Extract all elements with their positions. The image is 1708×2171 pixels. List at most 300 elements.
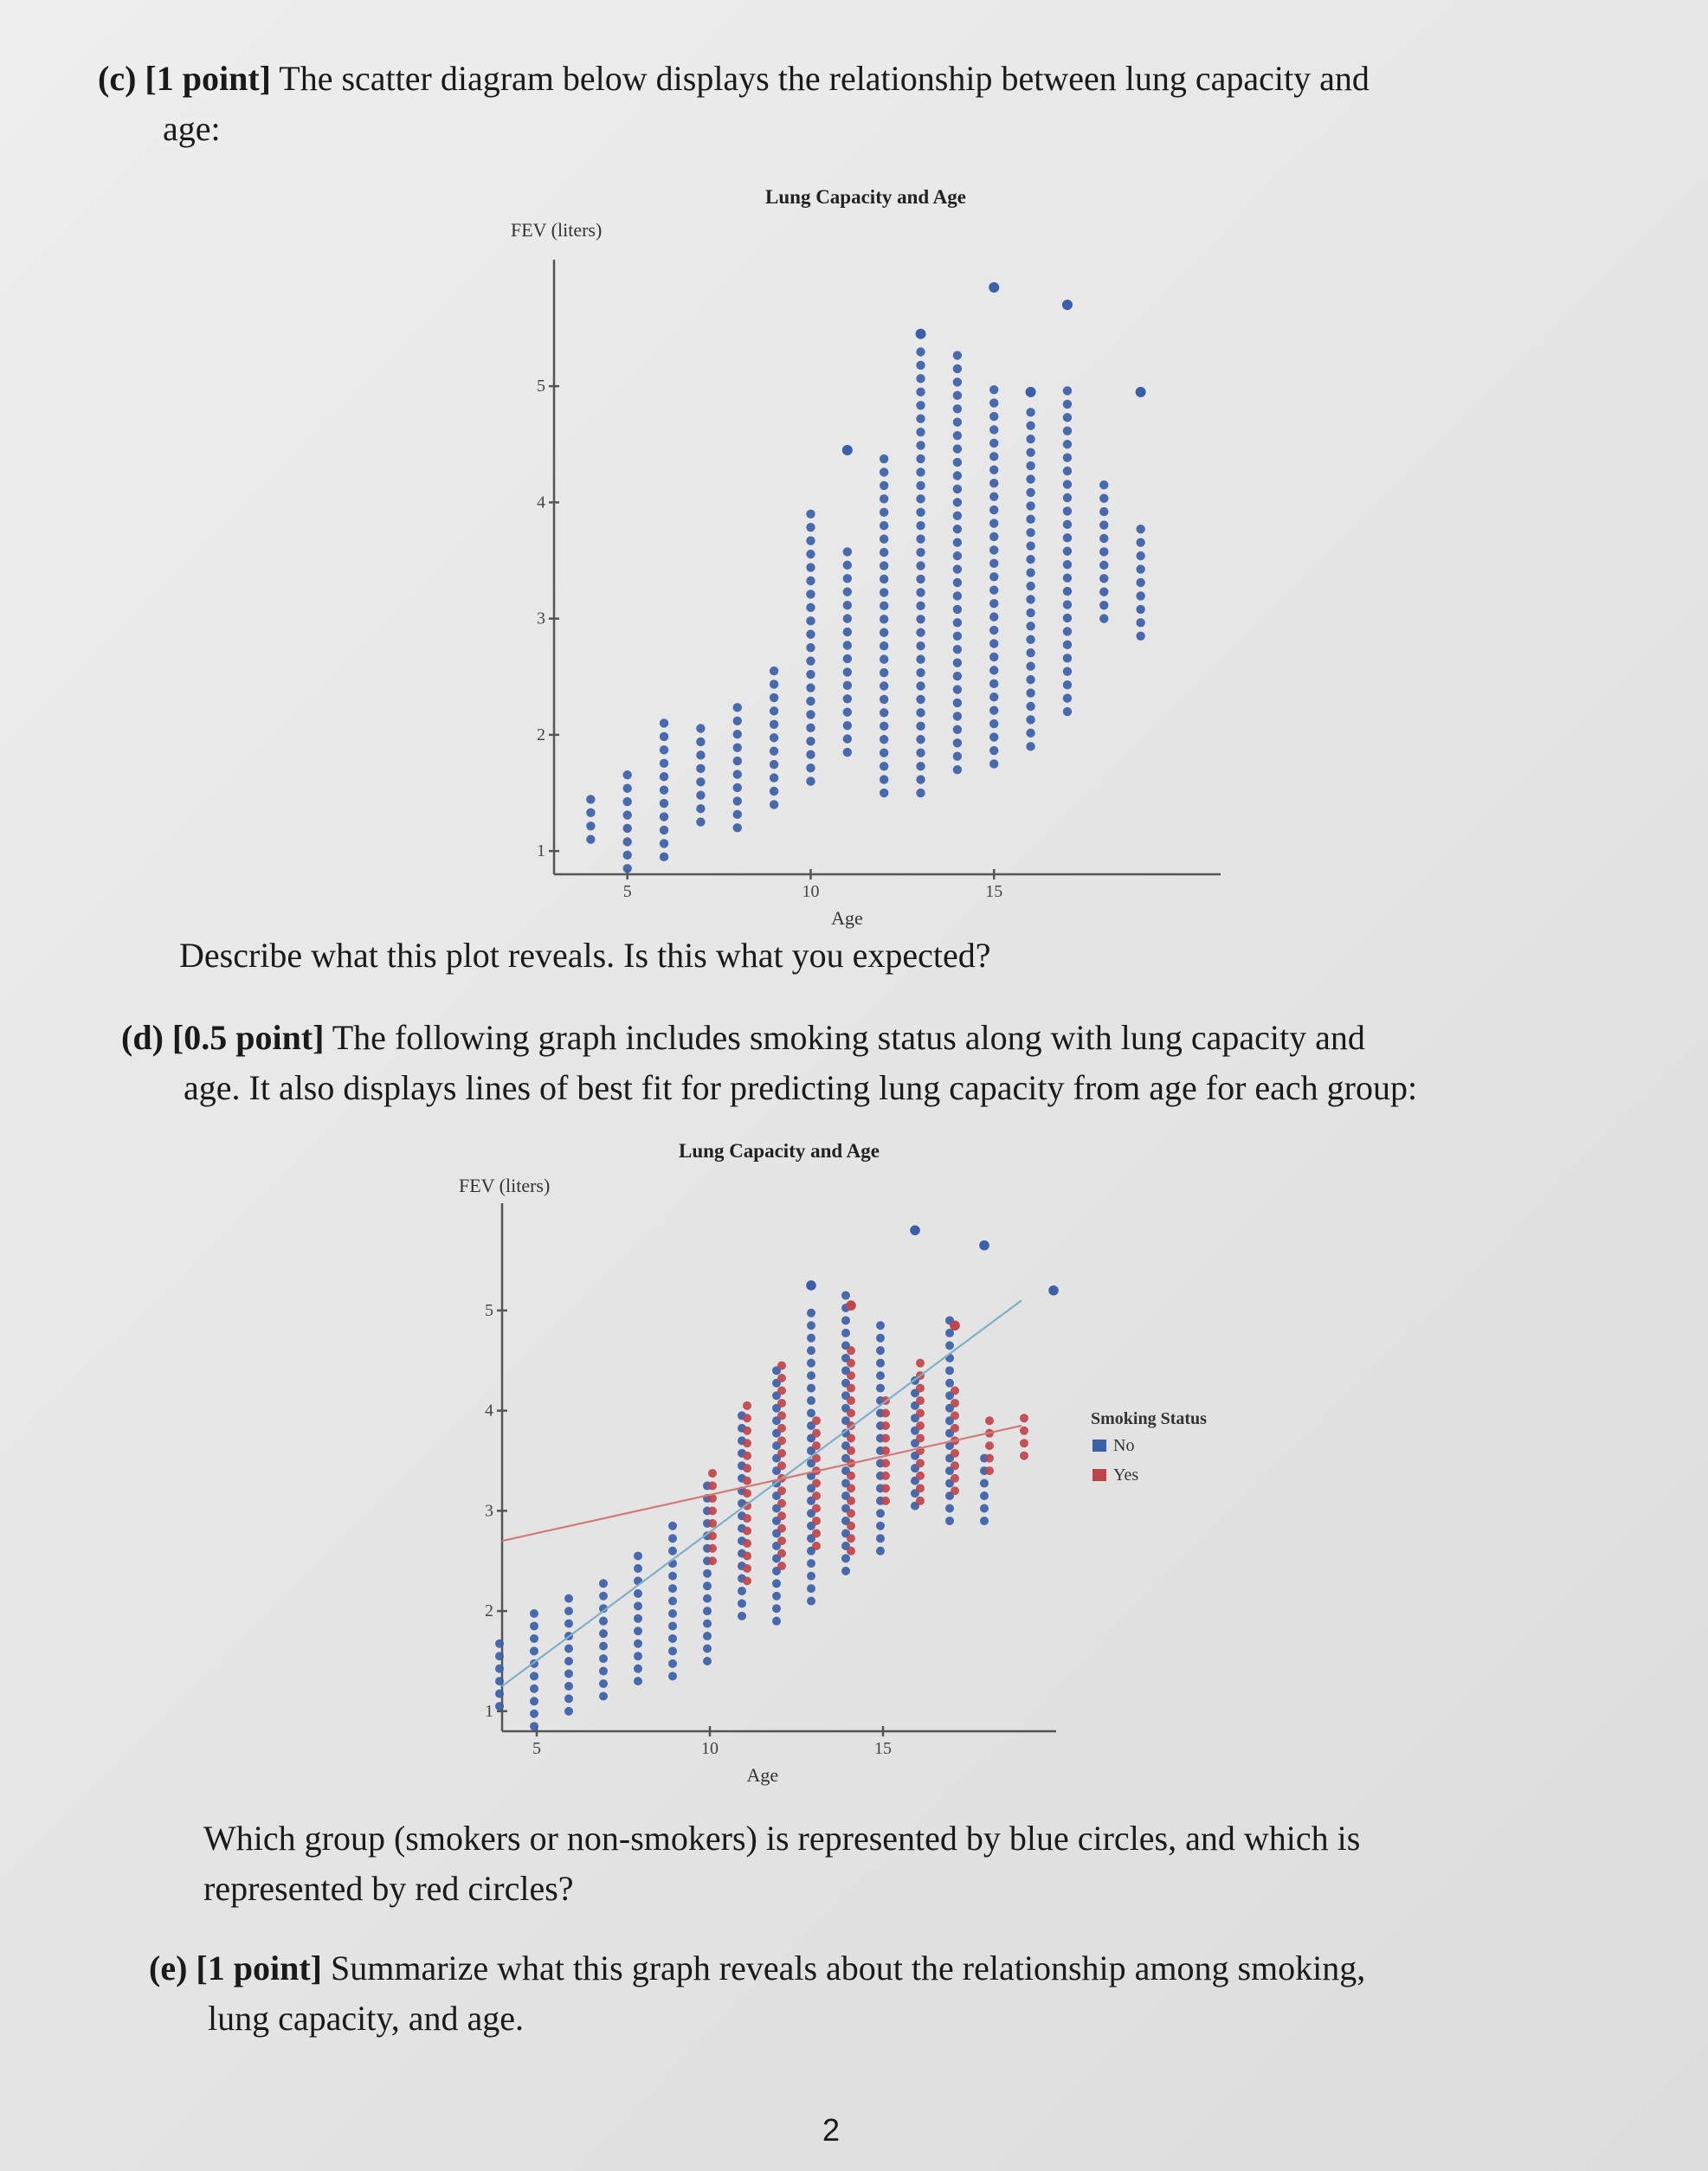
chart2-data-point (634, 1614, 642, 1623)
chart1-data-point (916, 695, 925, 704)
chart2-data-point (847, 1522, 855, 1530)
chart1-data-point (1026, 435, 1034, 443)
chart1-data-point (916, 361, 925, 370)
chart1-data-point (989, 586, 998, 595)
chart2-data-point (1020, 1414, 1028, 1422)
chart2-data-point (916, 1433, 925, 1442)
chart2-data-point (910, 1225, 920, 1235)
chart2-data-point (708, 1469, 717, 1478)
chart1-data-point (989, 425, 998, 434)
chart1-data-point (660, 759, 668, 768)
chart1-data-point (1099, 493, 1108, 502)
chart1-data-point (1063, 480, 1072, 488)
chart1-data-point (843, 574, 852, 583)
chart1-data-point (843, 708, 852, 717)
chart1-data-point (989, 385, 998, 394)
question-c-label: (c) (98, 59, 137, 98)
chart1-data-point (770, 760, 778, 769)
chart2-data-point (634, 1640, 642, 1648)
chart1-data-point (1026, 461, 1034, 470)
chart1-data-point (989, 572, 998, 581)
chart1-data-point (1063, 467, 1072, 475)
chart2-data-point (847, 1359, 855, 1368)
chart2-data-point (634, 1665, 642, 1673)
chart1-data-point (1026, 688, 1034, 697)
chart1-data-point (989, 506, 998, 514)
chart2-data-point (530, 1697, 538, 1705)
chart1-data-point (843, 654, 852, 663)
chart2-data-point (668, 1646, 677, 1655)
chart1-data-point (880, 789, 888, 797)
chart2-data-point (530, 1621, 538, 1630)
chart1-data-point (989, 639, 998, 647)
chart1-data-point (770, 693, 778, 702)
chart1-data-point (733, 717, 742, 725)
chart1-y-tick-label: 3 (537, 609, 545, 628)
chart1-data-point (1099, 588, 1108, 596)
chart1-data-point (733, 757, 742, 765)
chart1-data-point (953, 632, 962, 641)
chart1-data-point (953, 564, 962, 573)
chart2-data-point (980, 1517, 989, 1525)
chart1-data-point (916, 428, 925, 436)
chart1-data-point (953, 458, 962, 467)
chart1-data-point (733, 730, 742, 738)
chart2-data-point (1020, 1427, 1028, 1435)
chart1-data-point (1026, 729, 1034, 738)
chart1-data-point (953, 578, 962, 587)
chart1-data-point (586, 808, 595, 817)
chart1-data-point (989, 599, 998, 608)
chart2-data-point (777, 1524, 786, 1533)
chart2-data-point (530, 1710, 538, 1718)
chart1-data-point (989, 282, 999, 293)
question-e (149, 1943, 1534, 2044)
chart2-data-point (916, 1459, 925, 1467)
chart1-data-point (1063, 600, 1072, 609)
chart2-data-point (812, 1416, 821, 1425)
chart2-data-point (847, 1384, 855, 1393)
chart1-data-point (770, 800, 778, 808)
chart1-data-point (989, 759, 998, 768)
question-c-points: [1 point] (145, 59, 271, 98)
chart1-data-point (696, 817, 705, 826)
chart2-data-point (777, 1511, 786, 1520)
chart2-data-point (703, 1657, 712, 1665)
chart1-data-point (660, 745, 668, 754)
question-e-points: [1 point] (196, 1949, 322, 1987)
chart1-data-point (1063, 506, 1072, 515)
chart1-data-point (806, 763, 815, 772)
question-d-text: The following graph includes smoking status along with lung capacity and (332, 1018, 1365, 1057)
chart2-data-point (777, 1386, 786, 1395)
chart2-data-point (807, 1559, 815, 1568)
question-c (98, 54, 1604, 154)
chart1-y-tick-label: 2 (537, 725, 545, 744)
chart2-data-point (743, 1576, 751, 1585)
chart1-data-point (916, 481, 925, 490)
chart2-data-point (876, 1371, 885, 1380)
chart1-data-point (989, 653, 998, 661)
chart1-data-point (916, 441, 925, 449)
chart1-y-tick-label: 5 (537, 377, 545, 396)
chart2-data-point (980, 1479, 989, 1488)
chart2-data-point (807, 1384, 815, 1393)
chart1-data-point (842, 445, 853, 455)
chart1-data-point (953, 351, 962, 359)
chart1-data-point (1063, 654, 1072, 662)
chart1-data-point (733, 783, 742, 792)
chart1-data-point (880, 775, 888, 783)
chart2-data-point (807, 1597, 815, 1606)
chart2-data-point (668, 1621, 677, 1630)
chart2-data-point (916, 1484, 925, 1492)
chart2-data-point (743, 1464, 751, 1472)
scatter-chart-lung-capacity (485, 177, 1247, 929)
chart2-legend-label-no: No (1113, 1436, 1135, 1455)
chart2-data-point (564, 1645, 573, 1653)
chart1-data-point (953, 377, 962, 386)
chart1-data-point (623, 797, 632, 806)
chart1-data-point (989, 612, 998, 621)
chart2-data-point (668, 1659, 677, 1668)
chart2-data-point (807, 1409, 815, 1418)
chart1-data-point (953, 498, 962, 506)
chart1-data-point (843, 561, 852, 570)
chart1-data-point (880, 575, 888, 583)
chart2-data-point (599, 1642, 608, 1651)
chart1-data-point (696, 804, 705, 813)
chart2-data-point (564, 1669, 573, 1678)
chart2-data-point (876, 1384, 885, 1393)
chart2-data-point (1020, 1452, 1028, 1460)
question-e-text-2: lung capacity, and age. (208, 1999, 525, 2038)
chart1-data-point (989, 398, 998, 407)
chart1-data-point (989, 746, 998, 755)
chart2-data-point (599, 1691, 608, 1700)
chart1-data-point (806, 550, 815, 558)
chart2-data-point (847, 1472, 855, 1480)
chart2-data-point (599, 1629, 608, 1638)
chart2-data-point (634, 1564, 642, 1573)
question-d-points: [0.5 point] (171, 1018, 325, 1057)
chart1-data-point (843, 694, 852, 703)
chart2-data-point (668, 1672, 677, 1680)
chart2-data-point (881, 1433, 890, 1442)
chart1-data-point (989, 466, 998, 474)
chart1-data-point (806, 577, 815, 585)
question-e-label: (e) (149, 1949, 188, 1987)
chart1-data-point (1026, 542, 1034, 551)
chart2-data-point (847, 1497, 855, 1505)
chart1-data-point (806, 510, 815, 519)
chart2-data-point (777, 1424, 786, 1433)
chart1-data-point (953, 404, 962, 413)
chart2-data-point (599, 1679, 608, 1688)
chart1-data-point (880, 454, 888, 463)
chart1-data-point (1063, 520, 1072, 529)
chart1-data-point (916, 401, 925, 409)
chart1-data-point (880, 708, 888, 717)
chart1-data-point (623, 851, 632, 860)
chart2-data-point (743, 1477, 751, 1485)
chart1-data-point (953, 444, 962, 453)
chart2-data-point (668, 1634, 677, 1643)
chart1-data-point (916, 588, 925, 596)
chart1-data-point (660, 785, 668, 794)
chart2-x-tick-label: 15 (874, 1739, 892, 1758)
chart1-data-point (660, 839, 668, 847)
chart1-data-point (1063, 560, 1072, 569)
chart2-data-point (530, 1646, 538, 1655)
chart2-data-point (564, 1682, 573, 1691)
chart1-data-point (696, 791, 705, 800)
chart2-data-point (495, 1677, 504, 1685)
chart1-data-point (880, 467, 888, 476)
chart2-data-point (743, 1489, 751, 1498)
chart2-data-point (945, 1504, 954, 1512)
chart1-data-point (953, 645, 962, 654)
chart2-data-point (708, 1519, 717, 1528)
chart2-data-point (564, 1657, 573, 1665)
chart1-data-point (1099, 480, 1108, 489)
chart2-data-point (777, 1411, 786, 1420)
question-d-text-2: age. It also displays lines of best fit for predicting lung capacity from age for each group: (184, 1068, 1418, 1107)
chart2-data-point (668, 1597, 677, 1606)
chart1-title: Lung Capacity and Age (765, 186, 966, 208)
chart2-data-point (841, 1316, 850, 1324)
chart1-data-point (660, 826, 668, 834)
chart2-data-point (772, 1579, 781, 1588)
chart1-data-point (1026, 622, 1034, 630)
chart1-data-point (916, 602, 925, 610)
chart1-data-point (916, 762, 925, 770)
chart1-data-point (660, 799, 668, 808)
chart2-data-point (916, 1359, 925, 1368)
chart2-legend-swatch-yes (1092, 1469, 1106, 1481)
chart2-data-point (495, 1690, 504, 1698)
chart1-data-point (953, 471, 962, 480)
chart2-data-point (708, 1506, 717, 1515)
chart2-data-point (876, 1534, 885, 1543)
chart1-data-point (953, 391, 962, 400)
chart2-data-point (945, 1517, 954, 1525)
chart2-data-point (847, 1433, 855, 1442)
chart2-data-point (703, 1582, 712, 1590)
question-d-prompt-2: represented by red circles? (203, 1869, 574, 1908)
chart2-data-point (1020, 1439, 1028, 1447)
chart1-data-point (770, 680, 778, 688)
chart1-data-point (806, 589, 815, 598)
chart1-data-point (770, 706, 778, 715)
chart1-data-point (916, 654, 925, 663)
chart2-data-point (881, 1421, 890, 1430)
chart2-data-point (951, 1486, 959, 1495)
chart1-data-point (1026, 515, 1034, 524)
chart1-data-point (1026, 742, 1034, 751)
chart2-legend-label-yes: Yes (1113, 1466, 1139, 1485)
chart2-data-point (876, 1334, 885, 1343)
chart1-data-point (989, 705, 998, 714)
chart1-data-point (989, 452, 998, 461)
chart1-data-point (696, 724, 705, 732)
chart1-data-point (1062, 300, 1073, 310)
chart1-data-point (733, 810, 742, 819)
chart1-data-point (989, 680, 998, 688)
chart1-data-point (1063, 693, 1072, 702)
chart2-y-tick-label: 2 (485, 1601, 493, 1621)
chart1-data-point (989, 693, 998, 701)
chart2-data-point (743, 1564, 751, 1573)
chart1-data-point (843, 681, 852, 690)
chart2-data-point (812, 1441, 821, 1450)
chart1-data-point (1099, 574, 1108, 583)
chart2-data-point (807, 1334, 815, 1343)
chart1-y-axis-label: FEV (liters) (511, 219, 603, 241)
chart2-data-point (743, 1427, 751, 1435)
chart1-data-point (696, 764, 705, 773)
chart2-data-point (738, 1599, 746, 1607)
chart1-data-point (1099, 507, 1108, 516)
chart1-data-point (989, 732, 998, 741)
chart1-data-point (953, 618, 962, 627)
chart1-data-point (696, 777, 705, 786)
chart2-data-point (495, 1652, 504, 1660)
chart2-fit-line-yes (502, 1426, 1022, 1541)
chart2-data-point (634, 1589, 642, 1598)
chart2-data-point (847, 1547, 855, 1556)
chart2-data-point (847, 1509, 855, 1517)
chart1-data-point (1063, 493, 1072, 502)
chart2-data-point (703, 1620, 712, 1628)
chart1-data-point (916, 681, 925, 690)
chart2-data-point (530, 1672, 538, 1680)
chart1-data-point (806, 603, 815, 612)
chart1-data-point (1026, 555, 1034, 564)
chart1-data-point (1136, 591, 1144, 600)
chart2-data-point (743, 1414, 751, 1422)
chart2-data-point (530, 1609, 538, 1618)
chart1-data-point (1099, 614, 1108, 622)
chart1-data-point (953, 551, 962, 560)
chart1-data-point (843, 601, 852, 609)
chart1-data-point (1063, 627, 1072, 635)
chart1-data-point (989, 719, 998, 728)
chart1-data-point (1063, 533, 1072, 542)
chart1-data-point (916, 641, 925, 650)
chart2-data-point (847, 1484, 855, 1492)
chart1-data-point (806, 630, 815, 639)
chart2-data-point (530, 1685, 538, 1693)
chart2-data-point (634, 1652, 642, 1660)
chart2-data-point (881, 1484, 890, 1492)
chart1-data-point (880, 561, 888, 570)
chart1-data-point (880, 615, 888, 623)
chart1-data-point (733, 823, 742, 832)
chart1-data-point (916, 735, 925, 744)
chart2-data-point (807, 1346, 815, 1355)
chart1-data-point (623, 837, 632, 846)
chart2-data-point (634, 1677, 642, 1685)
chart1-data-point (880, 602, 888, 610)
chart1-data-point (1063, 400, 1072, 409)
chart2-data-point (876, 1522, 885, 1530)
chart1-y-tick-label: 4 (537, 493, 545, 512)
chart1-data-point (843, 588, 852, 596)
chart2-data-point (564, 1620, 573, 1628)
chart2-x-tick-label: 5 (532, 1739, 541, 1758)
chart2-data-point (807, 1321, 815, 1330)
chart1-data-point (880, 641, 888, 650)
chart2-data-point (916, 1396, 925, 1405)
chart1-data-point (916, 615, 925, 623)
question-e-text: Summarize what this graph reveals about the relationship among smoking, (330, 1949, 1366, 1987)
chart1-data-point (843, 628, 852, 636)
chart2-data-point (985, 1454, 994, 1463)
chart1-data-point (1063, 680, 1072, 689)
chart1-data-point (1026, 474, 1034, 483)
chart2-data-point (812, 1517, 821, 1525)
chart1-data-point (843, 734, 852, 743)
chart2-data-point (495, 1640, 504, 1648)
chart1-data-point (953, 605, 962, 614)
chart2-y-tick-label: 4 (485, 1401, 493, 1420)
chart1-data-point (770, 787, 778, 796)
chart1-data-point (1136, 525, 1144, 533)
chart2-data-point (495, 1665, 504, 1673)
chart1-data-point (1063, 707, 1072, 716)
chart1-data-point (806, 643, 815, 652)
chart2-data-point (916, 1472, 925, 1480)
chart1-data-point (989, 626, 998, 635)
chart1-data-point (806, 697, 815, 705)
chart2-data-point (951, 1411, 959, 1420)
chart2-data-point (846, 1300, 856, 1311)
chart2-data-point (599, 1579, 608, 1588)
chart2-data-point (916, 1421, 925, 1430)
chart1-data-point (953, 364, 962, 373)
chart2-data-point (738, 1612, 746, 1620)
chart2-data-point (951, 1461, 959, 1470)
chart1-data-point (843, 547, 852, 556)
chart1-data-point (770, 667, 778, 675)
chart1-data-point (880, 748, 888, 757)
chart1-data-point (1063, 427, 1072, 435)
chart1-data-point (1026, 488, 1034, 497)
chart2-data-point (668, 1572, 677, 1581)
question-d-prompt (203, 1813, 1545, 1914)
chart2-data-point (951, 1424, 959, 1433)
chart1-data-point (916, 789, 925, 797)
chart1-data-point (953, 512, 962, 520)
chart1-data-point (1026, 648, 1034, 657)
chart1-data-point (806, 776, 815, 785)
chart1-data-point (843, 721, 852, 730)
chart2-data-point (668, 1609, 677, 1618)
chart1-data-point (806, 656, 815, 665)
chart2-x-tick-label: 10 (701, 1739, 719, 1758)
chart2-data-point (495, 1702, 504, 1710)
chart1-data-point (916, 467, 925, 476)
chart2-data-point (985, 1441, 994, 1450)
chart1-data-point (1136, 632, 1144, 641)
chart2-data-point (777, 1461, 786, 1470)
chart2-data-point (951, 1449, 959, 1458)
chart1-data-point (989, 492, 998, 500)
chart2-fit-line-no (502, 1300, 1022, 1686)
chart1-data-point (916, 494, 925, 503)
chart1-data-point (916, 415, 925, 423)
